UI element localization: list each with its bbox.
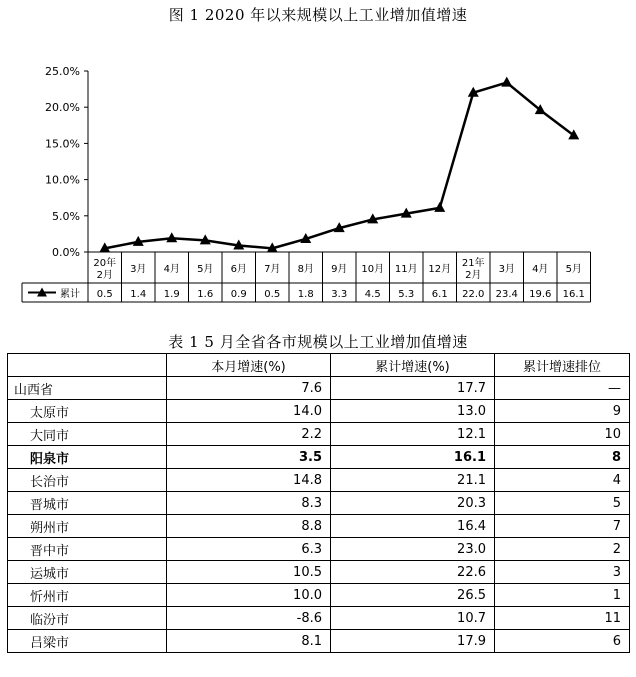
data-label: 3.3 [331, 289, 348, 300]
city-name-cell: 朔州市 [8, 515, 167, 538]
x-tick-label: 3月 [498, 264, 515, 275]
city-name-cell: 晋中市 [8, 538, 167, 561]
city-name-cell: 太原市 [8, 400, 167, 423]
data-label: 6.1 [431, 289, 448, 300]
cumulative-growth-cell: 10.7 [331, 607, 495, 630]
city-name-cell: 吕梁市 [8, 630, 167, 653]
rank-cell: 5 [495, 492, 630, 515]
data-label: 23.4 [495, 289, 518, 300]
x-tick-label: 9月 [331, 264, 348, 275]
data-point [434, 202, 445, 212]
city-name-cell: 临汾市 [8, 607, 167, 630]
table-row [8, 515, 630, 538]
data-label: 0.5 [264, 289, 281, 300]
table-row [8, 423, 630, 446]
header-cumulative-growth: 累计增速(%) [331, 354, 495, 377]
table-row [8, 469, 630, 492]
rank-cell: 7 [495, 515, 630, 538]
data-label: 5.3 [398, 289, 415, 300]
header-cumulative-rank: 累计增速排位 [495, 354, 630, 377]
rank-cell: 11 [495, 607, 630, 630]
table-row [8, 492, 630, 515]
cumulative-growth-cell: 21.1 [331, 469, 495, 492]
y-tick-label: 5.0% [52, 209, 80, 223]
x-tick-label: 5月 [565, 264, 582, 275]
x-tick-label: 20年 2月 [93, 258, 117, 281]
data-label: 19.6 [529, 289, 552, 300]
y-tick-label: 15.0% [45, 137, 80, 151]
cumulative-growth-cell: 17.7 [331, 377, 495, 400]
data-point [501, 77, 512, 87]
data-label: 1.8 [297, 289, 314, 300]
x-tick-label: 21年 2月 [461, 258, 485, 281]
y-tick-label: 10.0% [45, 173, 80, 187]
cumulative-growth-cell: 17.9 [331, 630, 495, 653]
rank-cell: 4 [495, 469, 630, 492]
month-growth-cell: 14.8 [167, 469, 331, 492]
header-city [8, 354, 167, 377]
data-label: 1.6 [197, 289, 214, 300]
x-tick-label: 4月 [532, 264, 549, 275]
cumulative-growth-cell: 16.4 [331, 515, 495, 538]
y-tick-label: 25.0% [45, 65, 80, 78]
data-label: 1.9 [163, 289, 180, 300]
cumulative-growth-cell: 13.0 [331, 400, 495, 423]
x-tick-label: 5月 [197, 264, 214, 275]
x-tick-label: 12月 [428, 264, 452, 275]
figure-title: 图 1 2020 年以来规模以上工业增加值增速 [168, 6, 468, 24]
table-title: 表 1 5 月全省各市规模以上工业增加值增速 [168, 333, 468, 351]
city-name-cell: 阳泉市 [8, 446, 167, 469]
month-growth-cell: 8.1 [167, 630, 331, 653]
city-name-cell: 山西省 [8, 377, 167, 400]
data-label: 0.9 [230, 289, 247, 300]
rank-cell: 3 [495, 561, 630, 584]
month-growth-cell: 3.5 [167, 446, 331, 469]
cumulative-growth-cell: 20.3 [331, 492, 495, 515]
rank-cell: 8 [495, 446, 630, 469]
table-row [8, 561, 630, 584]
table-row [8, 400, 630, 423]
rank-cell: 2 [495, 538, 630, 561]
header-month-growth: 本月增速(%) [167, 354, 331, 377]
x-tick-label: 4月 [163, 264, 180, 275]
rank-cell: 6 [495, 630, 630, 653]
line-chart [0, 0, 636, 330]
cumulative-growth-cell: 26.5 [331, 584, 495, 607]
x-tick-label: 7月 [264, 264, 281, 275]
month-growth-cell: 8.8 [167, 515, 331, 538]
month-growth-cell: 6.3 [167, 538, 331, 561]
rank-cell: 9 [495, 400, 630, 423]
month-growth-cell: 2.2 [167, 423, 331, 446]
table-row [8, 584, 630, 607]
x-tick-label: 10月 [361, 264, 385, 275]
data-label: 22.0 [462, 289, 485, 300]
table-row [8, 630, 630, 653]
rank-cell: — [495, 377, 630, 400]
city-name-cell: 运城市 [8, 561, 167, 584]
cumulative-growth-cell: 16.1 [331, 446, 495, 469]
month-growth-cell: 8.3 [167, 492, 331, 515]
data-point [568, 129, 579, 139]
month-growth-cell: 10.0 [167, 584, 331, 607]
table-row [8, 538, 630, 561]
y-tick-label: 20.0% [45, 101, 80, 115]
x-tick-label: 11月 [394, 264, 418, 275]
table-row [8, 377, 630, 400]
x-tick-label: 6月 [230, 264, 247, 275]
month-growth-cell: 10.5 [167, 561, 331, 584]
data-label: 16.1 [562, 289, 585, 300]
month-growth-cell: 14.0 [167, 400, 331, 423]
data-label: 4.5 [364, 289, 381, 300]
table-row [8, 607, 630, 630]
month-growth-cell: -8.6 [167, 607, 331, 630]
cumulative-growth-cell: 22.6 [331, 561, 495, 584]
rank-cell: 10 [495, 423, 630, 446]
x-tick-label: 3月 [130, 264, 147, 275]
city-name-cell: 忻州市 [8, 584, 167, 607]
city-growth-table [7, 353, 630, 653]
data-label: 0.5 [96, 289, 113, 300]
month-growth-cell: 7.6 [167, 377, 331, 400]
table-header-row [8, 354, 630, 377]
city-name-cell: 长治市 [8, 469, 167, 492]
legend-label: 累计 [60, 289, 80, 300]
cumulative-growth-cell: 12.1 [331, 423, 495, 446]
rank-cell: 1 [495, 584, 630, 607]
table-row [8, 446, 630, 469]
data-label: 1.4 [130, 289, 147, 300]
city-name-cell: 晋城市 [8, 492, 167, 515]
y-tick-label: 0.0% [52, 246, 80, 259]
x-tick-label: 8月 [297, 264, 314, 275]
cumulative-growth-cell: 23.0 [331, 538, 495, 561]
city-name-cell: 大同市 [8, 423, 167, 446]
